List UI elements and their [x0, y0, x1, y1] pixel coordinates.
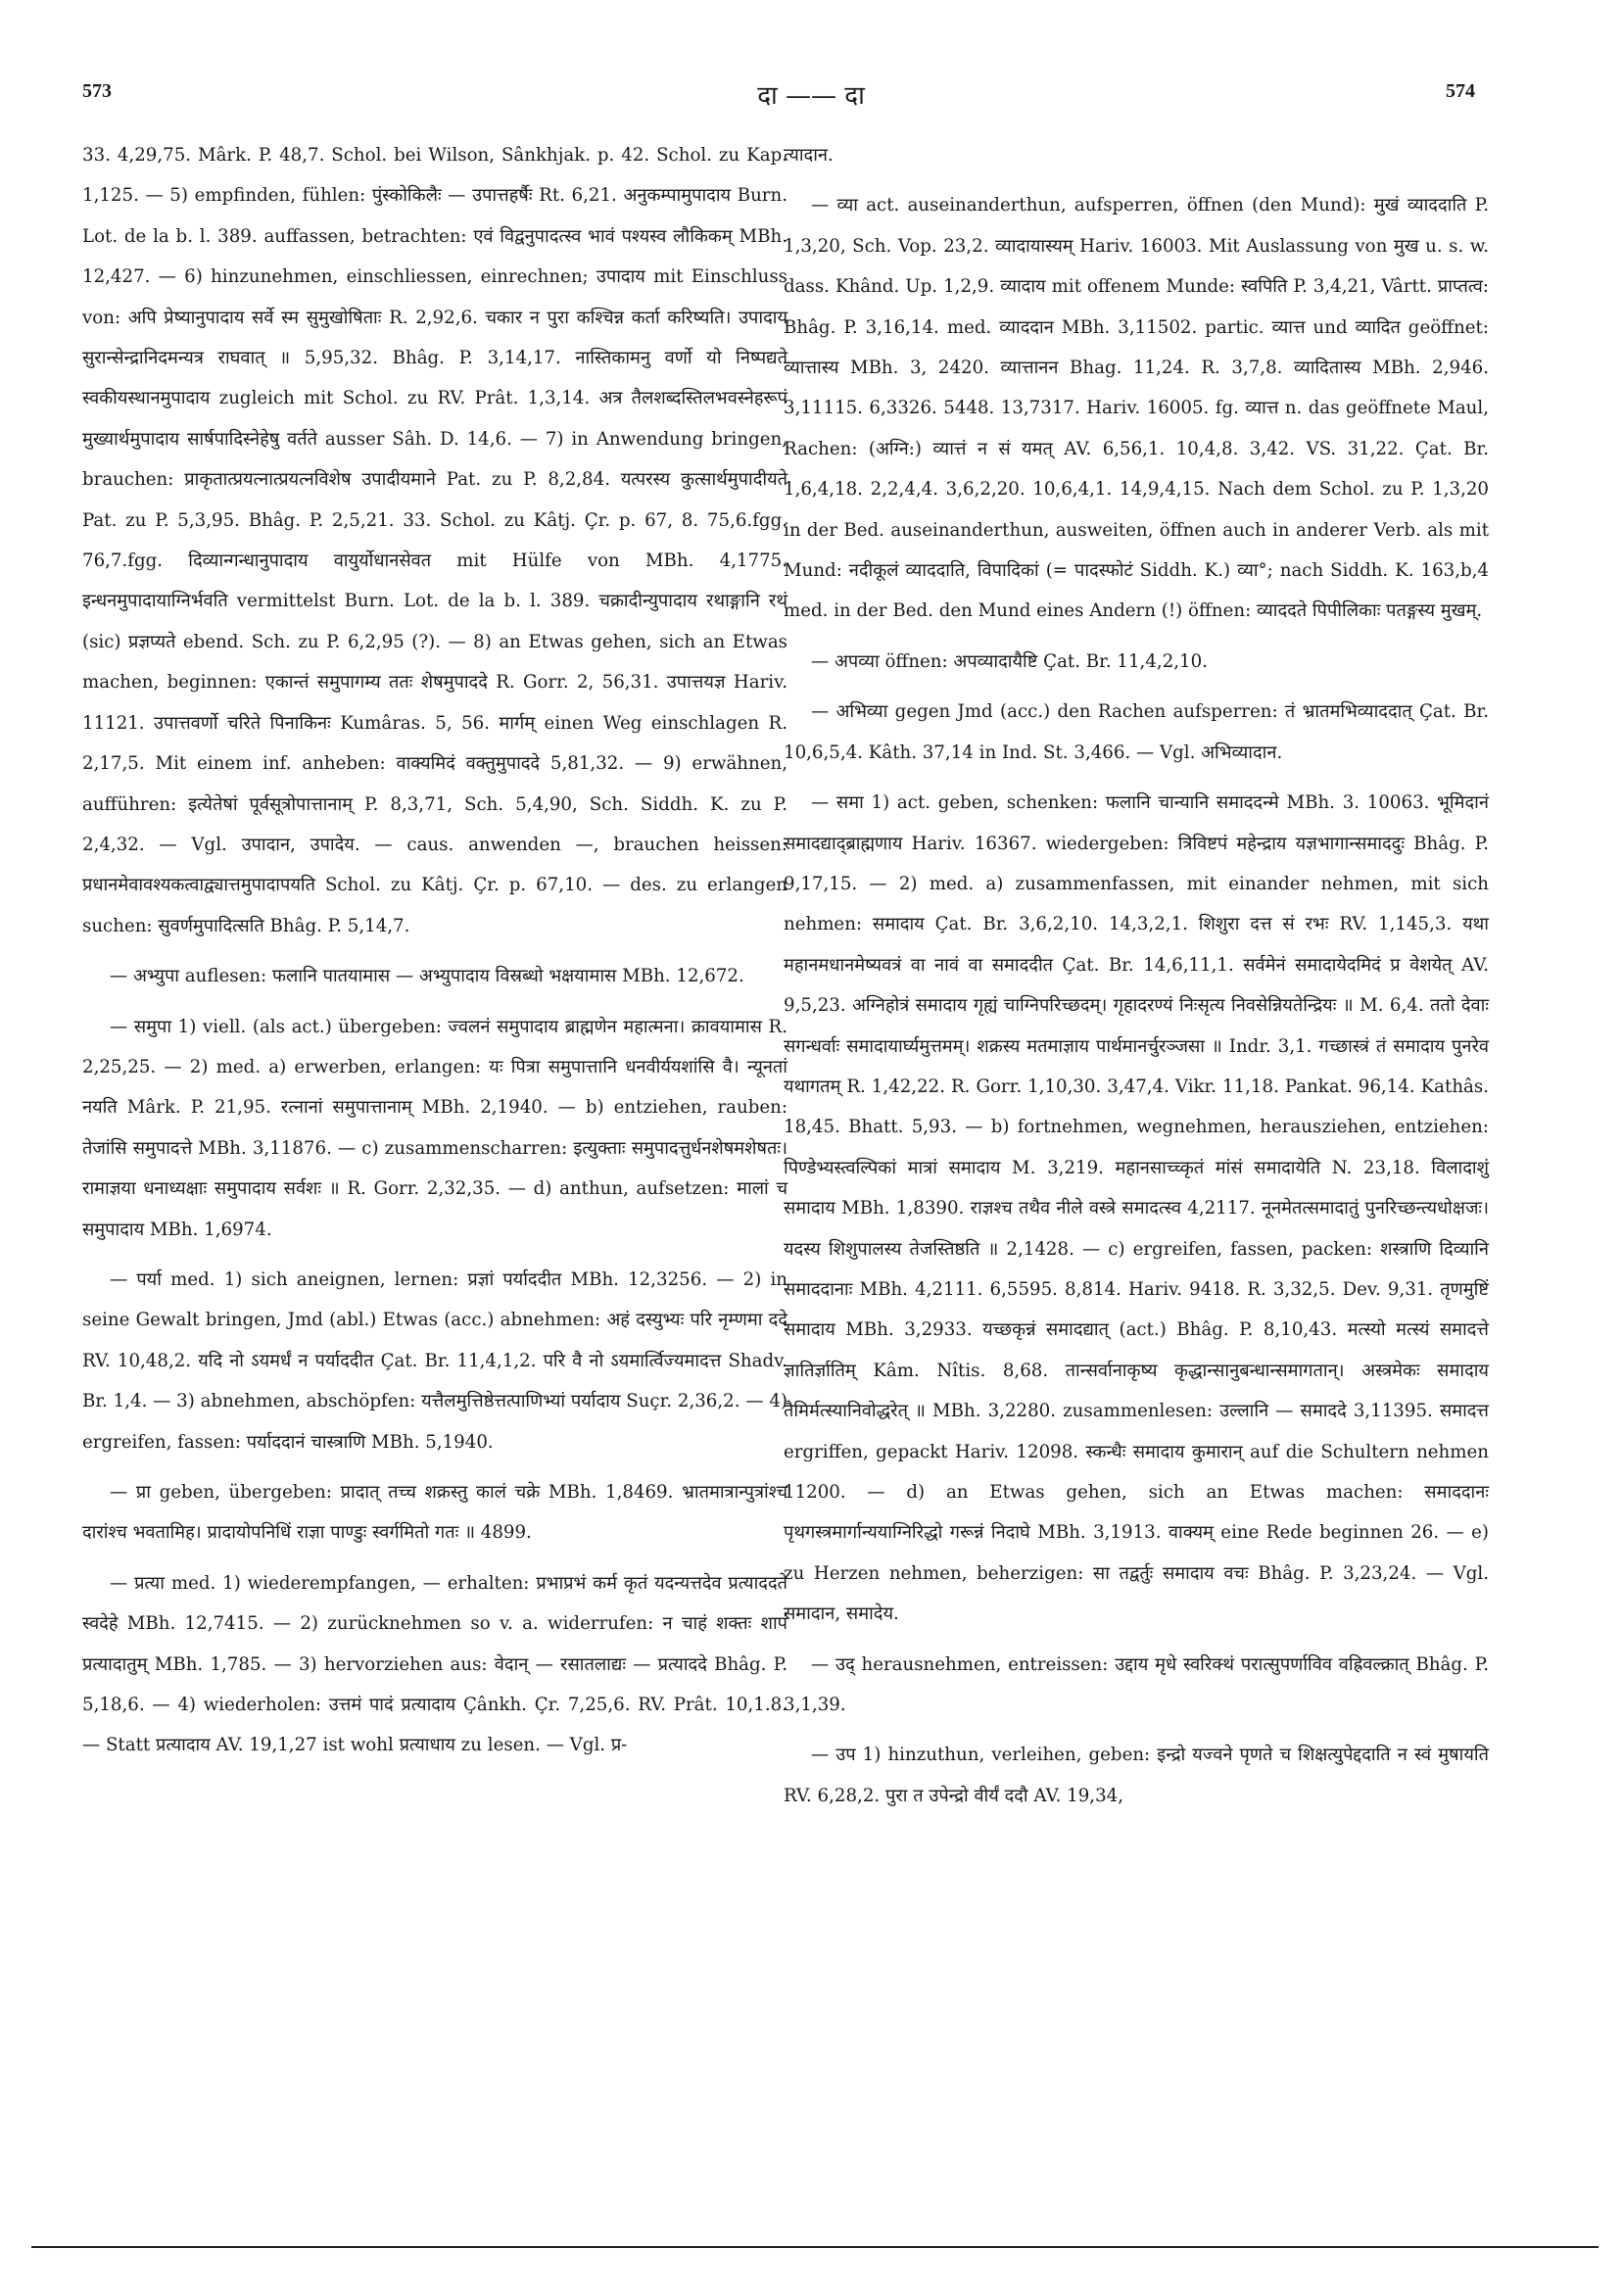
entry-paragraph: — समा 1) act. geben, schenken: फलानि चान्यानि समाददन्मे MBh. 3. 10063. भूमिदानं समादद्याद्ब्राह्मणाय Hariv. 16367. wiedergeben: त्रिविष्टपं महेन्द्राय यज्ञभागान्समाददुः Bhâg. P. 9,17,15. — 2) med. a) zusammenfassen, mit einander nehmen, mit sich nehmen: समादाय Çat. Br. 3,6,2,10. 14,3,2,1. शिशुरा दत्त सं रभः RV. 1,145,3. यथा महानमधानमेष्यवत्रं वा नावं वा समाददीत Çat. Br. 14,6,11,1. सर्वमेनं समादायेदमिदं प्र वेशयेत् AV. 9,5,23. अग्निहोत्रं समादाय गृह्यं चाग्निपरिच्छदम्। गृहादरण्यं निःसृत्य निवसेन्नियतेन्द्रियः ॥ M. 6,4. ततो देवाः सगन्धर्वाः समादायार्घ्यमुत्तमम्। शक्रस्य मतमाज्ञाय पार्थमानर्चुरञ्जसा ॥ Indr. 3,1. गच्छास्त्रं तं समादाय पुनरेव यथागतम् R. 1,42,22. R. Gorr. 1,10,30. 3,47,4. Vikr. 11,18. Pankat. 96,14. Kathâs. 18,45. Bhatt. 5,93. — b) fortnehmen, wegnehmen, herausziehen, entziehen: पिण्डेभ्यस्त्वल्पिकां मात्रां समादाय M. 3,219. महानसाच्च्कृतं मांसं समादायेति N. 23,18. विलादाशुं समादाय MBh. 1,8390. राज्ञश्च तथैव नीले वस्त्रे समादत्स्व 4,2117. नूनमेतत्समादातुं पुनरिच्छन्त्यधोक्षजः। यदस्य शिशुपालस्य तेजस्तिष्ठति ॥ 2,1428. — c) ergreifen, fassen, packen: शस्त्राणि दिव्यानि समाददानाः MBh. 4,2111. 6,5595. 8,814. Hariv. 9418. R. 3,32,5. Dev. 9,31. तृणमुष्टिं समादाय MBh. 3,2933. यच्छकृन्नं समादद्यात् (act.) Bhâg. P. 8,10,43. मत्स्यो मत्स्यं समादत्ते ज्ञातिर्ज्ञातिम् Kâm. Nîtis. 8,68. तान्सर्वानाकृष्य कृद्धान्सानुबन्धान्समागतान्। अस्त्रमेकः समादाय तैमिर्मत्स्यानिवोद्धरेत् ॥ MBh. 3,2280. zusammenlesen: उल्लानि — समाददे 3,11395. समादत्त ergriffen, gepackt Hariv. 12098. स्कन्धैः समादाय कुमारान् auf die Schultern nehmen 11200. — d) an Etwas gehen, sich an Etwas machen: समाददानः पृथगस्त्रमार्गान्ययाग्निरिद्धो गरून्नं निदाघे MBh. 3,1913. वाक्यम् eine Rede beginnen 26. — e) zu Herzen nehmen, beherzigen: सा तद्वर्तुः समादाय वचः Bhâg. P. 3,23,24. — Vgl. समादान, समादेय. — [784, 792, 1489, 1625]
entry-paragraph: — उद् herausnehmen, entreissen: उद्दाय मृधे स्वरिक्थं परात्सुपर्णाविव वह्रिवल्क्रात् Bhâg. P. 3,1,39. — [784, 1653, 1489, 1716]
entry-paragraph: — उप 1) hinzuthun, verleihen, geben: इन्द्रो यज्वने पृणते च शिक्षत्युपेद्ददाति न स्वं मुषायति RV. 6,28,2. पुरा त उपेन्द्रो वीर्यं ददौ AV. 19,34, — [784, 1745, 1489, 1806]
entry-paragraph: — समुपा 1) viell. (als act.) übergeben: ज्वलनं समुपादाय ब्राह्मणेन महात्मना। क्रावयामास R. 2,25,25. — 2) med. a) erwerben, erlangen: यः पित्रा समुपात्तानि धनवीर्ययशांसि वै। न्यूनतां नयति Mârk. P. 21,95. रत्नानां समुपात्तानाम् MBh. 2,1940. — b) entziehen, rauben: तेजांसि समुपादत्ते MBh. 3,11876. — c) zusammenscharren: इत्युक्ताः समुपादत्तुर्धनशेषमशेषतः। रामाज्ञया धनाध्यक्षाः समुपादाय सर्वशः ॥ R. Gorr. 2,32,35. — d) anthun, aufsetzen: मालां च समुपादाय MBh. 1,6974. — [82, 1016, 787, 1240]
entry-paragraph: — व्या act. auseinanderthun, aufsperren, öffnen (den Mund): मुखं व्याददाति P. 1,3,20, Sch. Vop. 23,2. व्यादायास्यम् Hariv. 16003. Mit Auslassung von मुख u. s. w. dass. Khând. Up. 1,2,9. व्यादाय mit offenem Munde: स्वपिति P. 3,4,21, Vârtt. प्राप्तत्व: Bhâg. P. 3,16,14. med. व्याददान MBh. 3,11502. partic. व्यात्त und व्यादित geöffnet: व्यात्तास्य MBh. 3, 2420. व्यात्तानन Bhag. 11,24. R. 3,7,8. व्यादितास्य MBh. 2,946. 3,11115. 6,3326. 5448. 13,7317. Hariv. 16005. fg. व्यात्त n. das geöffnete Maul, Rachen: (अग्नि:) व्यात्तं न सं यमत् AV. 6,56,1. 10,4,8. 3,42. VS. 31,22. Çat. Br. 1,6,4,18. 2,2,4,4. 3,6,2,20. 10,6,4,1. 14,9,4,15. Nach dem Schol. zu P. 1,3,20 in der Bed. auseinanderthun, ausweiten, öffnen auch in anderer Verb. als mit Mund: नदीकूलं व्याददाति, विपादिकां (= पादस्फोटं Siddh. K.) व्या°; nach Siddh. K. 163,b,4 med. in der Bed. den Mund eines Andern (!) öffnen: व्याददते पिपीलिकाः पतङ्गस्य मुखम्. — [784, 195, 1489, 622]
right-page-number: 574 — [1446, 80, 1475, 102]
entry-paragraph: 33. 4,29,75. Mârk. P. 48,7. Schol. bei Wilson, Sânkhjak. p. 42. Schol. zu Kap. 1,125. — 5) empfinden, fühlen: पुंस्कोकिलैः — उपात्तहर्षैः Rt. 6,21. अनुकम्पामुपादाय Burn. Lot. de la b. l. 389. auffassen, betrachten: एवं विद्वनुपादत्स्व भावं पश्यस्व लौकिकम् MBh. 12,427. — 6) hinzunehmen, einschliessen, einrechnen; उपादाय mit Einschluss von: अपि प्रेष्यानुपादाय सर्वे स्म सुमुखोषिताः R. 2,92,6. चकार न पुरा कश्चिन्न कर्ता करिष्यति। उपादाय सुरान्सेन्द्रानिदमन्यत्र राघवात् ॥ 5,95,32. Bhâg. P. 3,14,17. नास्तिकामनु वर्णो यो निष्पद्यते स्वकीयस्थानमुपादाय zugleich mit Schol. zu RV. Prât. 1,3,14. अत्र तैलशब्दस्तिलभवस्नेहरूपं मुख्यार्थमुपादाय सार्षपादिस्नेहेषु वर्तते ausser Sâh. D. 14,6. — 7) in Anwendung bringen, brauchen: प्राकृतात्प्रयत्नात्प्रयत्नविशेष उपादीयमाने Pat. zu P. 8,2,84. यत्परस्य कुत्सार्थमुपादीयते Pat. zu P. 5,3,95. Bhâg. P. 2,5,21. 33. Schol. zu Kâtj. Çr. p. 67, 8. 75,6.fgg. 76,7.fgg. दिव्यान्गन्धानुपादाय वायुर्योधानसेवत mit Hülfe von MBh. 4,1775. इन्धनमुपादायाग्निर्भवति vermittelst Burn. Lot. de la b. l. 389. चक्रादीन्युपादाय रथाङ्गानि रथं (sic) प्रज्ञप्यते ebend. Sch. zu P. 6,2,95 (?). — 8) an Etwas gehen, sich an Etwas machen, beginnen: एकान्तं समुपागम्य ततः शेषमुपाददे R. Gorr. 2, 56,31. उपात्तयज्ञ Hariv. 11121. उपात्तवर्णो चरिते पिनाकिनः Kumâras. 5, 56. मार्गम् einen Weg einschlagen R. 2,17,5. Mit einem inf. anheben: वाक्यमिदं वक्तुमुपाददे 5,81,32. — 9) erwähnen, aufführen: इत्येतेषां पूर्वसूत्रोपात्तानाम् P. 8,3,71, Sch. 5,4,90, Sch. Siddh. K. zu P. 2,4,32. — Vgl. उपादान, उपादेय. — caus. anwenden —, brauchen heissen: प्रधानमेवावश्यकत्वाद्व्यात्तमुपादापयति Schol. zu Kâtj. Çr. p. 67,10. — des. zu erlangen suchen: सुवर्णमुपादित्सति Bhâg. P. 5,14,7. — [82, 145, 787, 936]
entry-paragraph: — अभ्युपा auflesen: फलानि पातयामास — अभ्युपादाय विस्रब्धो भक्षयामास MBh. 12,672. — [110, 966, 744, 987]
entry-paragraph: — अभिव्या gegen Jmd (acc.) den Rachen aufsperren: तं भ्रातमभिव्याददात् Çat. Br. 10,6,5,4. Kâth. 37,14 in Ind. St. 3,466. — Vgl. अभिव्यादान. — [784, 701, 1489, 763]
bottom-rule — [31, 2246, 1598, 2248]
left-page-number: 573 — [82, 80, 112, 102]
right-column — [784, 135, 1489, 1826]
entry-paragraph: — प्रा geben, übergeben: प्रादात् तच्च शक्रस्तु कालं चक्रे MBh. 1,8469. भ्रातमात्रान्पुत्रांश्च दारांश्च भवतामिह। प्रादायोपनिधिं राज्ञा पाण्डुः स्वर्गमितो गतः ॥ 4899. — [82, 1482, 787, 1544]
entry-paragraph: — पर्या med. 1) sich aneignen, lernen: प्रज्ञां पर्याददीत MBh. 12,3256. — 2) in seine Gewalt bringen, Jmd (abl.) Etwas (acc.) abnehmen: अहं दस्युभ्यः परि नृम्णमा ददे RV. 10,48,2. यदि नो ऽयमर्धं न पर्याददीत Çat. Br. 11,4,1,2. परि वै नो ऽयमार्त्विज्यमादत्त Shadv. Br. 1,4. — 3) abnehmen, abschöpfen: यत्तैलमुत्तिष्ठेत्तत्पाणिभ्यां पर्यादाय Suçr. 2,36,2. — 4) ergreifen, fassen: पर्याददानं चास्त्राणि MBh. 5,1940. — [82, 1268, 787, 1453]
entry-paragraph: त्यादान. — [784, 145, 834, 166]
entry-paragraph: — अपव्या öffnen: अपव्यादायैष्टि Çat. Br. 11,4,2,10. — [811, 650, 1208, 672]
entry-paragraph: — प्रत्या med. 1) wiederempfangen, — erhalten: प्रभाप्रभं कर्म कृतं यदन्यत्तदेव प्रत्याददते स्वदेहे MBh. 12,7415. — 2) zurücknehmen so v. a. widerrufen: न चाहं शक्तः शापं प्रत्यादातुम् MBh. 1,785. — 3) hervorziehen aus: वेदान् — रसातलाद्यः — प्रत्याददे Bhâg. P. 5,18,6. — 4) wiederholen: उत्तमं पादं प्रत्यादाय Çânkh. Çr. 7,25,6. RV. Prât. 10,1.8. — Statt प्रत्यादाय AV. 19,1,27 ist wohl प्रत्याधाय zu lesen. — Vgl. प्र- — [82, 1572, 787, 1756]
running-head: दा —— दा — [757, 81, 865, 111]
left-column — [82, 135, 787, 1776]
page-header — [0, 76, 1622, 116]
